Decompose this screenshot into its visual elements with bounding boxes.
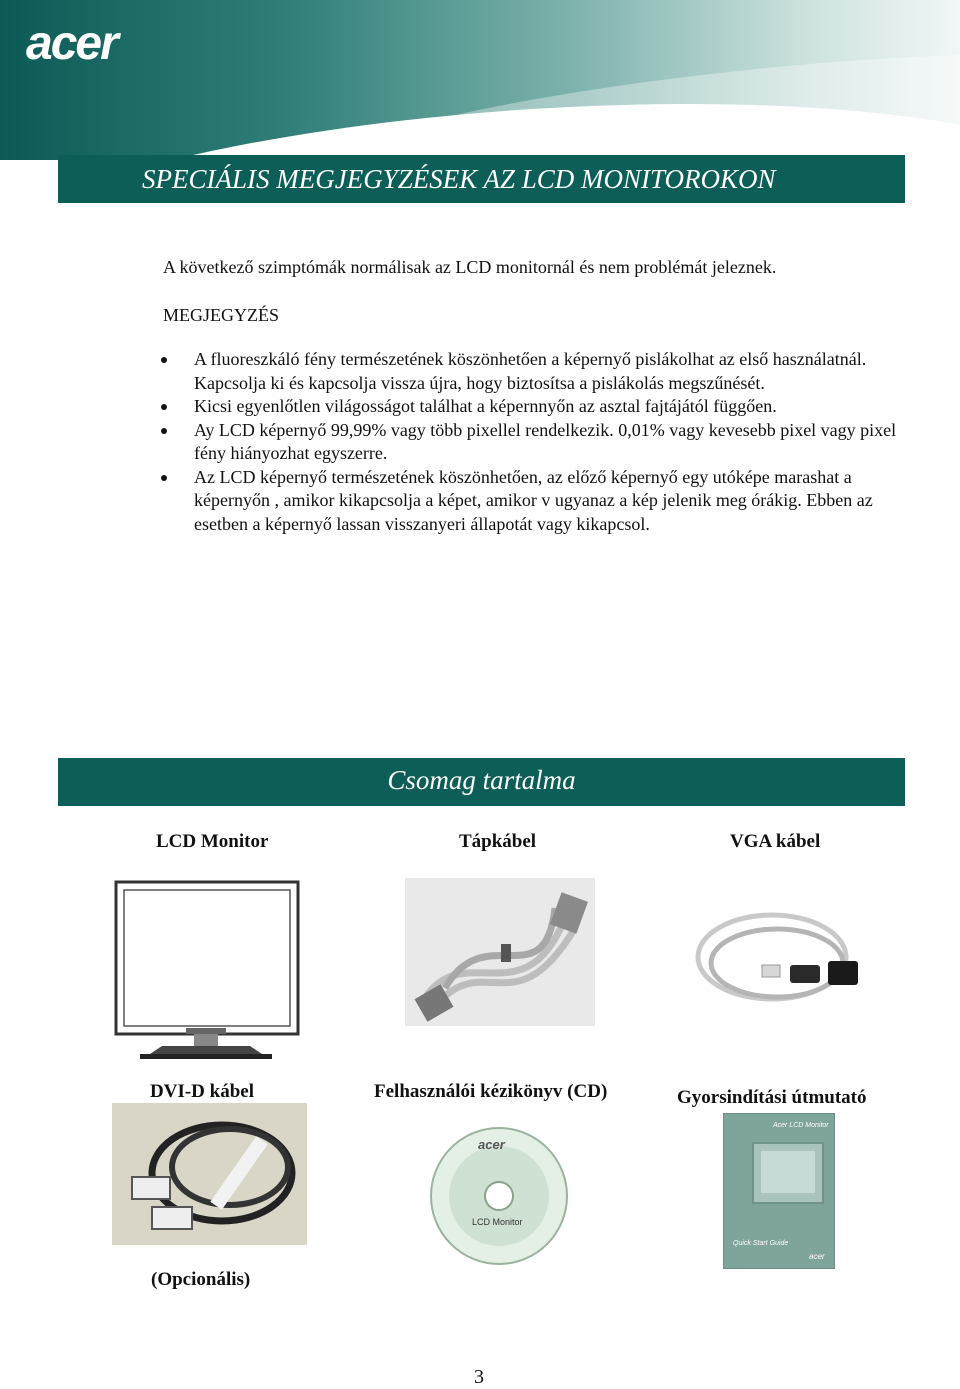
power-cable-image	[405, 878, 595, 1026]
notes-list	[160, 348, 905, 536]
manual-cd-image	[426, 1125, 572, 1267]
lcd-monitor-image	[110, 878, 302, 1063]
bullet-icon	[161, 475, 167, 481]
cd-label-text: LCD Monitor	[472, 1217, 523, 1227]
guide-header-text: Acer LCD Monitor	[773, 1122, 829, 1129]
list-item: A fluoreszkáló fény természetének köszönhetően a képernyő pislákolhat az első használatnál. Kapcsolja ki és kapcsolja vissza újra, hogy biztosítsa a pislákolás megszűnését.	[160, 348, 905, 395]
label-lcd-monitor: LCD Monitor	[156, 831, 269, 852]
list-item: Kicsi egyenlőtlen világosságot találhat a képernnyőn az asztal fajtájától függően.	[160, 395, 905, 419]
guide-brand-text: acer	[809, 1252, 825, 1261]
bullet-icon	[161, 357, 167, 363]
guide-footer-text: Quick Start Guide	[733, 1240, 789, 1247]
section-banner-package-contents	[58, 758, 905, 806]
quick-start-guide-image	[723, 1113, 835, 1269]
section-title: SPECIÁLIS MEGJEGYZÉSEK AZ LCD MONITOROKON	[142, 164, 776, 194]
bullet-icon	[161, 428, 167, 434]
note-heading: MEGJEGYZÉS	[163, 305, 279, 325]
label-vga-cable: VGA kábel	[730, 831, 821, 852]
section-title: Csomag tartalma	[387, 765, 576, 795]
bullet-icon	[161, 404, 167, 410]
intro-text: A következő szimptómák normálisak az LCD monitornál és nem problémát jeleznek.	[163, 257, 777, 277]
header-banner	[0, 0, 960, 160]
label-optional: (Opcionális)	[151, 1269, 251, 1290]
label-manual-cd: Felhasználói kézikönyv (CD)	[374, 1081, 608, 1102]
label-dvi-cable: DVI-D kábel	[150, 1081, 254, 1102]
list-item: Az LCD képernyő természetének köszönhetően, az előző képernyő egy utóképe marashat a képernyőn , amikor kikapcsolja a képet, amikor v ugyanaz a kép jelenik meg órákig. Ebben az esetben a képernyő lassan visszanyeri állapotát vagy kikapcsol.	[160, 466, 905, 537]
label-quick-start-guide: Gyorsindítási útmutató	[677, 1087, 867, 1108]
acer-logo: acer	[26, 17, 117, 70]
page-number: 3	[474, 1366, 484, 1388]
section-banner-special-notes	[58, 155, 905, 203]
label-power-cable: Tápkábel	[459, 831, 537, 852]
cd-brand-text: acer	[478, 1137, 505, 1152]
list-item: Ay LCD képernyő 99,99% vagy több pixellel rendelkezik. 0,01% vagy kevesebb pixel vagy pixel fény hiányozhat egyszerre.	[160, 419, 905, 466]
dvi-cable-image	[112, 1103, 307, 1245]
vga-cable-image	[692, 895, 872, 1025]
